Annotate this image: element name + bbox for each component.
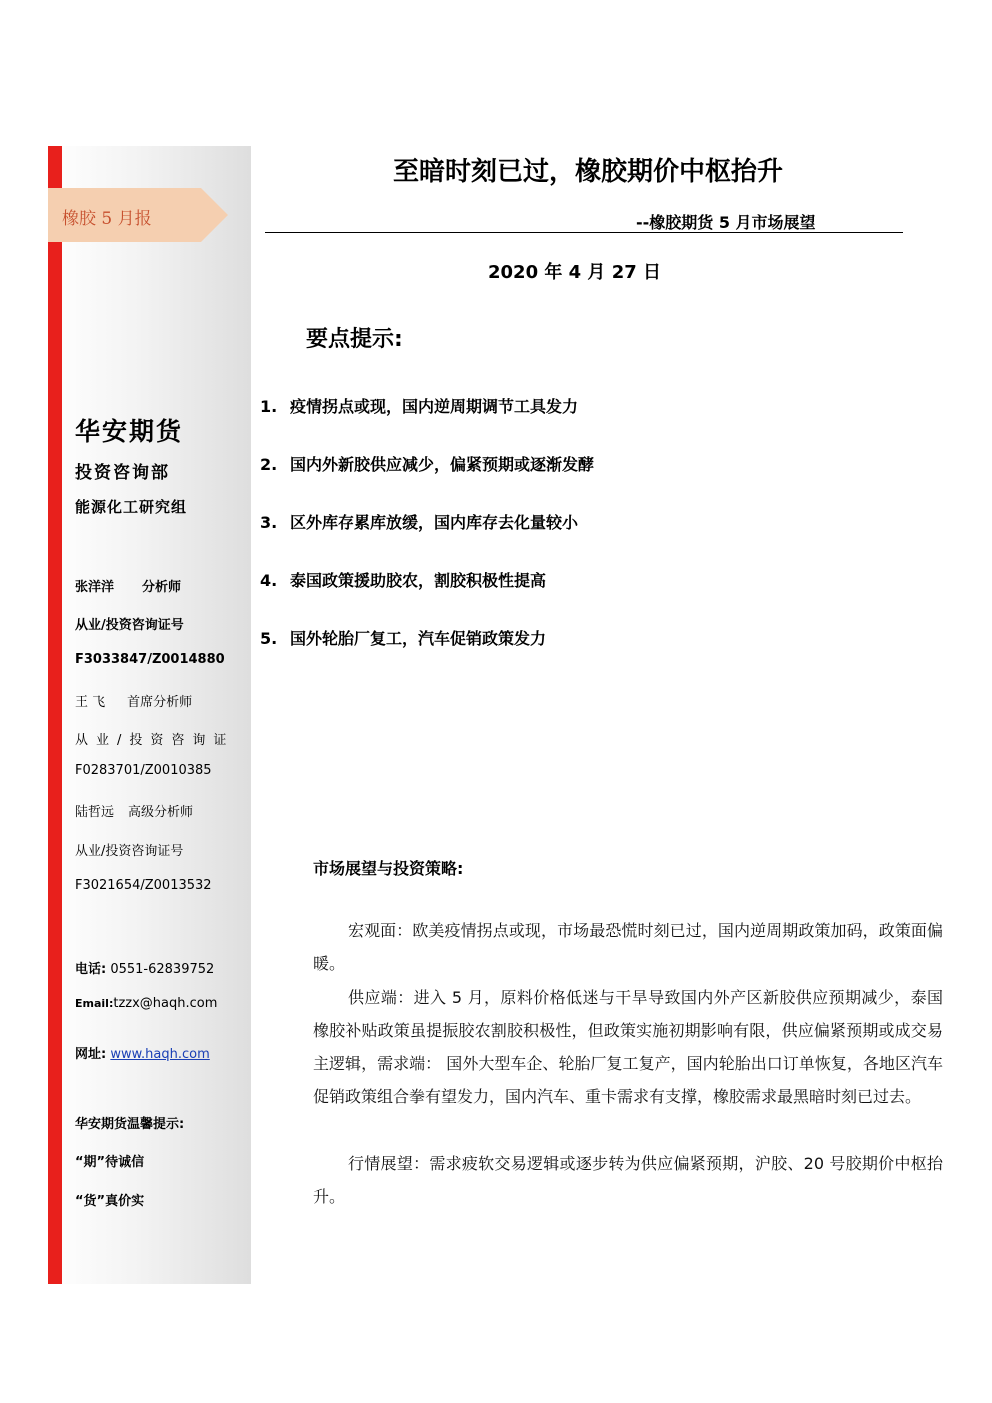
website-link[interactable]: www.haqh.com [110, 1047, 210, 1062]
tips-title: 华安期货温馨提示: [75, 1117, 185, 1132]
email-label: Email: [75, 997, 114, 1010]
strategy-paragraph-outlook: 行情展望：需求疲软交易逻辑或逐步转为供应偏紧预期，沪胶、20 号胶期价中枢抬升。 [313, 1154, 943, 1206]
key-point-text: 国外轮胎厂复工，汽车促销政策发力 [290, 629, 547, 648]
key-point [260, 452, 594, 475]
key-points-heading: 要点提示: [306, 327, 403, 352]
report-tag: 橡胶 5 月报 [62, 209, 152, 229]
email-line [75, 996, 217, 1011]
key-point [260, 626, 546, 649]
key-point [260, 510, 578, 533]
sidebar-accent-bar [48, 146, 62, 1284]
analyst-name: 陆哲远 [75, 805, 115, 820]
phone-line [75, 958, 214, 977]
strategy-heading: 市场展望与投资策略: [313, 859, 464, 878]
strategy-paragraph-supply: 供应端：进入 5 月，原料价格低迷与干旱导致国内外产区新胶供应预期减少，泰国橡胶补贴政策虽提振胶农割胶积极性，但政策实施初期影响有限，供应偏紧预期或成交易主逻辑，需求端： 国外大型车企、轮胎厂复工复产，国内轮胎出口订单恢复，各地区汽车促销政策组合拳有望发力，国内汽车、重卡需求有支撑，橡胶需求最黑暗时刻已过去。 [313, 988, 943, 1106]
department-name: 投资咨询部 [75, 463, 170, 483]
analyst-cert: F3033847/Z0014880 [75, 652, 225, 667]
analyst-cert-label: 从业/投资咨询证 [75, 733, 235, 748]
analyst-2 [75, 691, 192, 710]
tip-1: “期”待诚信 [75, 1155, 145, 1170]
report-title: 至暗时刻已过，橡胶期价中枢抬升 [393, 157, 784, 187]
company-name: 华安期货 [75, 417, 184, 446]
analyst-3 [75, 801, 193, 820]
website-line [75, 1043, 210, 1062]
analyst-cert-label: 从业/投资咨询证号 [75, 618, 184, 633]
key-point-number: 3. [260, 513, 278, 532]
key-point-text: 疫情拐点或现，国内逆周期调节工具发力 [290, 397, 579, 416]
report-subtitle: --橡胶期货 5 月市场展望 [636, 213, 816, 232]
key-point-text: 泰国政策援助胶农，割胶积极性提高 [290, 571, 547, 590]
key-point-number: 5. [260, 629, 278, 648]
key-point-number: 1. [260, 397, 278, 416]
analyst-cert-label: 从业/投资咨询证号 [75, 844, 184, 859]
research-group: 能源化工研究组 [75, 498, 188, 516]
analyst-name: 王 飞 [75, 695, 106, 710]
key-point [260, 568, 546, 591]
header-divider [265, 232, 903, 233]
phone-label: 电话: [75, 962, 107, 977]
key-point-text: 国内外新胶供应减少，偏紧预期或逐渐发酵 [290, 455, 595, 474]
key-point [260, 394, 578, 417]
key-point-number: 4. [260, 571, 278, 590]
analyst-1 [75, 576, 181, 595]
analyst-role: 分析师 [142, 580, 182, 595]
website-label: 网址: [75, 1047, 107, 1062]
email-value[interactable]: tzzx@haqh.com [113, 996, 218, 1011]
analyst-name: 张洋洋 [75, 580, 115, 595]
analyst-role: 高级分析师 [128, 805, 194, 820]
analyst-role: 首席分析师 [127, 695, 193, 710]
key-point-text: 区外库存累库放缓，国内库存去化量较小 [290, 513, 579, 532]
strategy-paragraph-macro: 宏观面：欧美疫情拐点或现，市场最恐慌时刻已过，国内逆周期政策加码，政策面偏暖。 [313, 921, 943, 973]
report-date: 2020 年 4 月 27 日 [488, 262, 662, 283]
analyst-cert: F3021654/Z0013532 [75, 878, 212, 893]
phone-value: 0551-62839752 [110, 962, 215, 977]
tip-2: “货”真价实 [75, 1194, 145, 1209]
analyst-cert: F0283701/Z0010385 [75, 763, 212, 778]
key-point-number: 2. [260, 455, 278, 474]
